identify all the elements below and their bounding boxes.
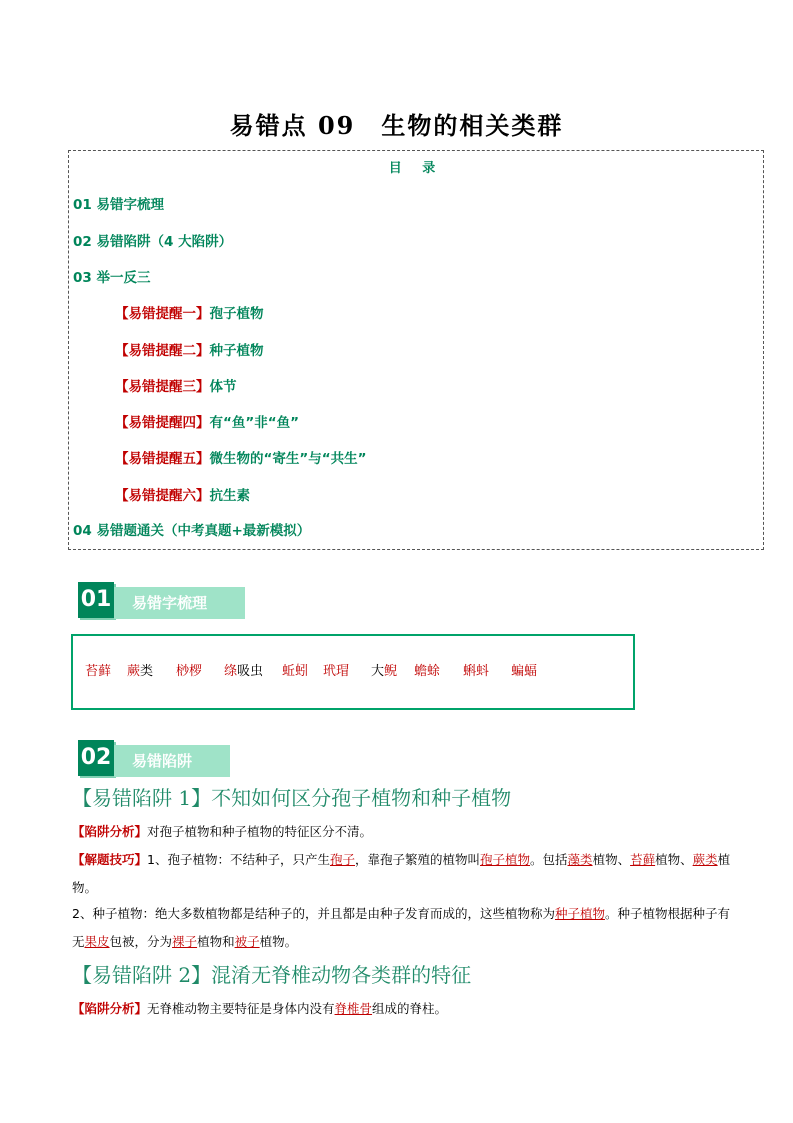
typo-word-box <box>71 634 635 710</box>
reminder-tag: 【易错提醒四】 <box>115 415 210 431</box>
toc-reminder-1[interactable] <box>115 302 264 322</box>
toc-reminder-5[interactable] <box>115 447 367 467</box>
word: 蝌蚪 <box>463 664 490 679</box>
trap-1-skills: 【解题技巧】1、孢子植物：不结种子，只产生孢子，靠孢子繁殖的植物叫孢子植物。包括藻类植物、苔藓植物、蕨类植物。 <box>72 852 731 895</box>
word: 绦吸虫 <box>224 664 264 679</box>
trap-2-analysis: 【陷阱分析】无脊椎动物主要特征是身体内没有脊椎骨组成的脊柱。 <box>72 1001 448 1016</box>
reminder-tag: 【易错提醒六】 <box>115 488 210 504</box>
toc-reminder-6[interactable] <box>115 484 250 504</box>
word: 苔藓 <box>85 664 112 679</box>
reminder-tag: 【易错提醒五】 <box>115 451 210 467</box>
page-title: 易错点 09 生物的相关类群 <box>229 111 564 140</box>
trap-1-seed-plants: 2、种子植物：绝大多数植物都是结种子的，并且都是由种子发育而成的，这些植物称为种子植物。种子植物根据种子有无果皮包被，分为裸子植物和被子植物。 <box>72 906 730 949</box>
reminder-text: 微生物的“寄生”与“共生” <box>209 451 367 467</box>
reminder-tag: 【易错提醒三】 <box>115 379 210 395</box>
word: 大鲵 <box>371 664 398 679</box>
reminder-text: 抗生素 <box>209 488 250 504</box>
reminder-text: 体节 <box>209 379 237 395</box>
word: 桫椤 <box>176 664 203 679</box>
toc-item[interactable]: 01 易错字梳理 <box>73 197 164 213</box>
reminder-tag: 【易错提醒一】 <box>115 306 210 322</box>
reminder-text: 种子植物 <box>209 343 264 359</box>
toc-reminder-2[interactable] <box>115 339 264 359</box>
reminder-text: 有“鱼”非“鱼” <box>209 415 299 431</box>
word: 蝙蝠 <box>511 664 538 679</box>
trap-1-title: 【易错陷阱 1】不知如何区分孢子植物和种子植物 <box>72 786 512 810</box>
toc-reminder-4[interactable] <box>115 411 299 431</box>
trap-1-analysis: 【陷阱分析】对孢子植物和种子植物的特征区分不清。 <box>72 824 373 839</box>
word: 蚯蚓 <box>282 664 309 679</box>
toc-item[interactable]: 04 易错题通关（中考真题+最新模拟） <box>73 523 311 539</box>
reminder-tag: 【易错提醒二】 <box>115 343 210 359</box>
toc-heading: 目 录 <box>388 161 444 176</box>
word: 玳瑁 <box>323 664 350 679</box>
section-number: 02 <box>78 740 114 776</box>
section-number: 01 <box>78 582 114 618</box>
trap-2-title: 【易错陷阱 2】混淆无脊椎动物各类群的特征 <box>72 963 472 987</box>
word: 蕨类 <box>127 664 154 679</box>
word: 蟾蜍 <box>414 664 441 679</box>
toc-reminder-3[interactable] <box>115 375 237 395</box>
section-label: 易错陷阱 <box>114 745 230 777</box>
toc-item[interactable]: 02 易错陷阱（4 大陷阱） <box>73 234 233 250</box>
section-label: 易错字梳理 <box>114 587 245 619</box>
table-of-contents <box>68 150 764 550</box>
reminder-text: 孢子植物 <box>209 306 264 322</box>
toc-item[interactable]: 03 举一反三 <box>73 270 151 286</box>
